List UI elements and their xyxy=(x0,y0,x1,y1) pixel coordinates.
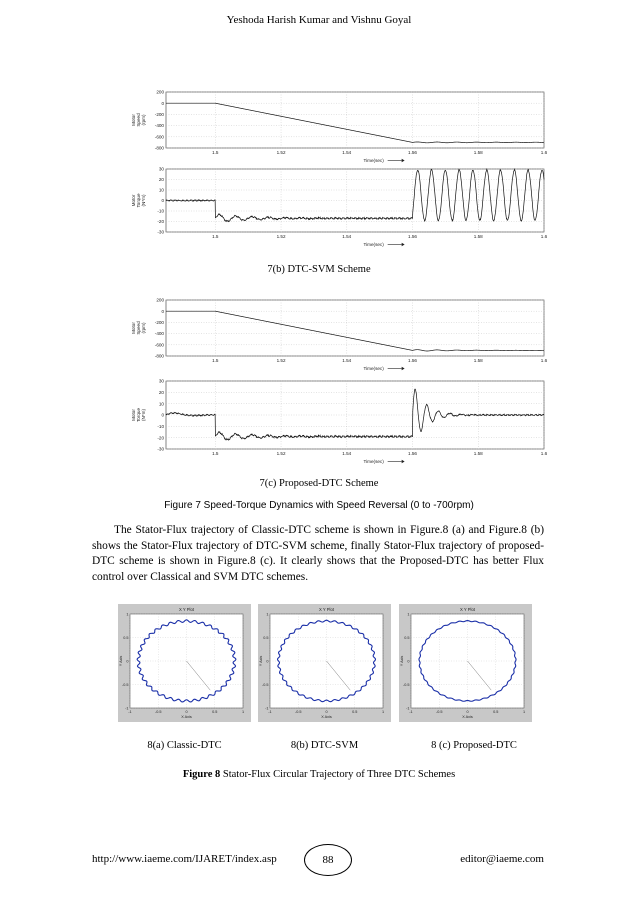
y-tick-label: 0 xyxy=(266,659,269,664)
x-tick-label: 0.5 xyxy=(352,710,358,714)
y-tick-label: 0 xyxy=(161,198,164,204)
page-number: 88 xyxy=(304,844,352,876)
x-tick-label: 1.56 xyxy=(408,358,417,363)
x-tick-label: 0 xyxy=(185,710,188,714)
x-tick-label: 1.52 xyxy=(276,234,286,239)
y-tick-label: 30 xyxy=(158,166,164,172)
figure8-caption-text: Stator-Flux Circular Trajectory of Three DTC Schemes xyxy=(220,769,456,780)
y-tick-label: 20 xyxy=(158,389,164,395)
y-tick-label: 0.5 xyxy=(263,635,269,640)
x-tick-label: 1.6 xyxy=(540,150,548,155)
y-tick-label: -20 xyxy=(157,435,164,441)
y-axis-label xyxy=(119,656,123,667)
fig8a-xy-plot xyxy=(118,604,251,722)
x-tick-label: -1 xyxy=(268,710,272,714)
x-label-arrowhead xyxy=(402,367,405,370)
plot-title: X Y Plot xyxy=(179,607,194,612)
y-tick-label: -800 xyxy=(154,145,164,151)
x-tick-label: -1 xyxy=(128,710,132,714)
y-axis-label xyxy=(259,656,263,667)
y-tick-label: -0.5 xyxy=(121,682,129,687)
y-label-line: Motor xyxy=(130,194,136,207)
x-tick-label: 1.6 xyxy=(540,234,548,239)
y-tick-label: 10 xyxy=(158,401,164,407)
y-tick-label: -20 xyxy=(157,219,164,225)
y-label-line: (rpm) xyxy=(141,322,147,334)
y-axis-label xyxy=(131,321,146,335)
y-tick-label: -200 xyxy=(154,112,164,117)
y-axis-label xyxy=(400,656,404,667)
x-tick-label: 1.5 xyxy=(212,234,219,239)
x-tick-label: -1 xyxy=(409,710,413,714)
y-label-text: Y Axis xyxy=(119,655,123,667)
x-tick-label: 1.54 xyxy=(342,150,352,155)
fig7c-torque-plot xyxy=(118,377,558,467)
x-tick-label: 1.52 xyxy=(276,150,286,155)
x-tick-label: 0.5 xyxy=(212,710,218,714)
y-tick-label: 0.5 xyxy=(123,635,129,640)
x-label-arrowhead xyxy=(402,243,405,246)
fig8c-xy-plot xyxy=(399,604,532,722)
y-tick-label: 0 xyxy=(161,308,164,314)
y-tick-label: 0 xyxy=(161,100,164,106)
fig7b-torque-plot xyxy=(118,165,558,250)
fig8b-xy-plot xyxy=(258,604,391,722)
y-tick-label: -30 xyxy=(157,229,164,235)
footer-url-link[interactable]: http://www.iaeme.com/IJARET/index.asp xyxy=(92,853,277,865)
y-label-line: (rpm) xyxy=(141,114,147,126)
y-tick-label: 1 xyxy=(407,612,410,617)
fig8c-caption: 8 (c) Proposed-DTC xyxy=(431,740,517,751)
x-label-arrowhead xyxy=(402,460,405,463)
y-tick-label: 0 xyxy=(126,659,129,664)
y-tick-label: 200 xyxy=(156,297,164,303)
y-tick-label: -10 xyxy=(157,423,164,429)
y-tick-label: 200 xyxy=(156,89,164,95)
fig7b-speed-plot xyxy=(118,88,558,166)
y-tick-label: -1 xyxy=(406,706,410,711)
running-header: Yeshoda Harish Kumar and Vishnu Goyal xyxy=(226,14,412,26)
y-tick-label: 0 xyxy=(407,659,410,664)
body-paragraph: The Stator-Flux trajectory of Classic-DTC scheme is shown in Figure.8 (a) and Figure.8 (b) shows the Stator-Flux trajectory of DTC-SVM scheme, finally Stator-Flux trajectory of proposed-DTC scheme is shown in Figure.8 (c). It clearly shows that the Proposed-DTC has better Flux control over Classical and SVM DTC schemes. xyxy=(92,524,544,583)
x-tick-label: 1.54 xyxy=(342,234,352,239)
x-tick-label: 1.54 xyxy=(342,451,352,456)
x-tick-label: 0 xyxy=(466,710,469,714)
fig7c-caption: 7(c) Proposed-DTC Scheme xyxy=(259,478,379,489)
fig7b-caption: 7(b) DTC-SVM Scheme xyxy=(267,264,371,275)
plot-frame xyxy=(166,169,544,232)
x-tick-label: 1.56 xyxy=(408,150,417,155)
y-tick-label: -600 xyxy=(154,134,164,140)
y-tick-label: -0.5 xyxy=(261,682,269,687)
x-tick-label: 1.58 xyxy=(473,358,483,363)
y-tick-label: -400 xyxy=(154,331,164,337)
x-tick-label: 1.5 xyxy=(212,358,219,363)
x-axis-label: X Axis xyxy=(321,715,332,719)
x-axis-label: X Axis xyxy=(462,715,473,719)
y-label-line: Torque xyxy=(136,193,141,208)
x-tick-label: 1.6 xyxy=(540,451,548,456)
y-tick-label: -1 xyxy=(125,706,129,711)
y-label-text: Y Axis xyxy=(259,655,263,667)
plot-frame xyxy=(166,300,544,356)
x-tick-label: 0.5 xyxy=(493,710,499,714)
x-tick-label: 1.6 xyxy=(540,358,548,363)
x-tick-label: -0.5 xyxy=(154,710,162,714)
y-tick-label: -600 xyxy=(154,342,164,348)
y-tick-label: 1 xyxy=(266,612,269,617)
x-tick-label: 1.58 xyxy=(473,234,483,239)
y-axis-label xyxy=(131,408,146,422)
x-axis-label: Time(sec) xyxy=(363,158,384,163)
x-tick-label: 1.52 xyxy=(276,451,286,456)
y-tick-label: -10 xyxy=(157,208,164,214)
fig7c-speed-plot xyxy=(118,296,558,374)
x-tick-label: 1 xyxy=(241,710,245,714)
x-label-arrowhead xyxy=(402,159,405,162)
plot-title: X Y Plot xyxy=(319,607,334,612)
x-tick-label: 1.56 xyxy=(408,451,417,456)
x-tick-label: 1.58 xyxy=(473,451,483,456)
plot-title: X Y Plot xyxy=(460,607,475,612)
y-axis-label xyxy=(131,193,146,207)
footer-email-link[interactable]: editor@iaeme.com xyxy=(460,853,544,865)
x-tick-label: 1 xyxy=(522,710,526,714)
figure8-caption xyxy=(0,769,638,780)
y-tick-label: 30 xyxy=(158,378,164,384)
y-label-line: Motor xyxy=(130,114,136,126)
fig8b-caption: 8(b) DTC-SVM xyxy=(290,740,359,751)
x-tick-label: 1.5 xyxy=(212,451,219,456)
y-tick-label: -800 xyxy=(154,353,164,359)
plot-frame xyxy=(166,92,544,148)
y-tick-label: -1 xyxy=(265,706,269,711)
y-tick-label: -30 xyxy=(157,446,164,452)
y-label-line: Motor xyxy=(130,322,136,334)
y-label-line: Torque xyxy=(136,407,141,423)
x-tick-label: 1.54 xyxy=(342,358,352,363)
x-tick-label: 1 xyxy=(381,710,385,714)
y-tick-label: 0 xyxy=(161,412,164,418)
y-tick-label: 1 xyxy=(126,612,129,617)
y-tick-label: 10 xyxy=(158,187,164,193)
fig8a-caption: 8(a) Classic-DTC xyxy=(147,740,222,751)
y-tick-label: -0.5 xyxy=(402,682,410,687)
x-axis-label: X Axis xyxy=(181,715,192,719)
x-axis-label: Time(sec) xyxy=(363,242,384,247)
figure7-caption: Figure 7 Speed-Torque Dynamics with Speed Reversal (0 to -700rpm) xyxy=(164,500,474,511)
y-label-line: (N*m) xyxy=(141,194,147,207)
y-tick-label: -200 xyxy=(154,320,164,325)
y-label-line: (N*m) xyxy=(141,409,147,421)
y-label-line: Speed xyxy=(136,321,141,335)
x-tick-label: -0.5 xyxy=(435,710,443,714)
x-tick-label: -0.5 xyxy=(294,710,302,714)
y-label-text: Y Axis xyxy=(400,655,404,667)
figure8-label: Figure 8 xyxy=(182,769,221,780)
y-tick-label: -400 xyxy=(154,123,164,129)
y-tick-label: 20 xyxy=(158,177,164,183)
y-label-line: Motor xyxy=(130,409,136,421)
x-axis-label: Time(sec) xyxy=(363,366,384,371)
y-axis-label xyxy=(131,113,146,127)
x-tick-label: 1.5 xyxy=(212,150,219,155)
y-label-line: Speed xyxy=(136,113,141,127)
x-tick-label: 1.52 xyxy=(276,358,286,363)
x-tick-label: 1.58 xyxy=(473,150,483,155)
y-tick-label: 0.5 xyxy=(404,635,410,640)
x-tick-label: 1.56 xyxy=(408,234,417,239)
x-tick-label: 0 xyxy=(325,710,328,714)
x-axis-label: Time(sec) xyxy=(363,459,384,464)
